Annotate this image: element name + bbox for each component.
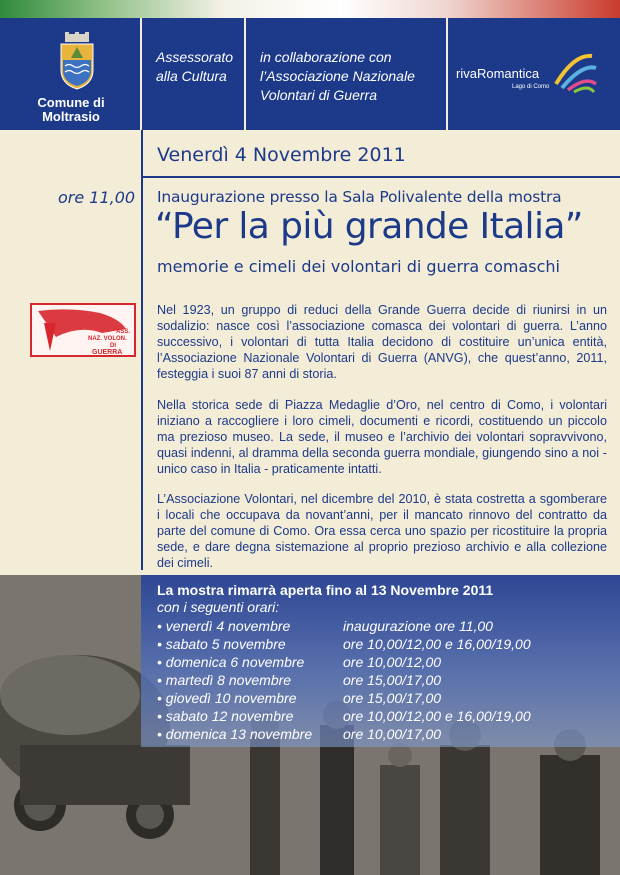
event-date: Venerdì 4 Novembre 2011 [157, 144, 406, 166]
tricolor-band [0, 0, 620, 18]
brand-name: rivaRomantica [456, 66, 540, 81]
schedule-day: • sabato 5 novembre [157, 636, 286, 652]
schedule-row [157, 654, 607, 673]
coat-of-arms-icon [57, 32, 97, 90]
schedule-day: • domenica 13 novembre [157, 726, 313, 742]
schedule-time: ore 10,00/12,00 [343, 654, 442, 670]
exhibition-title: “Per la più grande Italia” [155, 206, 583, 247]
schedule-day: • domenica 6 novembre [157, 654, 305, 670]
header-bar [0, 18, 620, 130]
stamp-line4: GUERRA [92, 349, 123, 356]
event-time: ore 11,00 [58, 188, 136, 207]
schedule-row [157, 708, 607, 727]
stamp-line3: DI [110, 343, 116, 349]
comune-cell [0, 18, 142, 130]
collab-line1: in collaborazione con [260, 49, 392, 65]
collab-line3: Volontari di Guerra [260, 87, 377, 103]
exhibition-subtitle: memorie e cimeli dei volontari di guerra comaschi [157, 257, 560, 276]
schedule-row [157, 690, 607, 709]
schedule-time: ore 10,00/17,00 [343, 726, 442, 742]
paragraph-eviction: L’Associazione Volontari, nel dicembre del 2010, è stata costretta a sgomberare i locali che occupava da novant’anni, per il mancato rinnovo del contratto da parte del comune di Como. Ora essa cerca uno spazio per ricostituire la propria sede, e dare degna sistemazione al proprio prezioso archivio e alla collezione dei cimeli. [157, 492, 607, 570]
schedule-title: La mostra rimarrà aperta fino al 13 Novembre 2011 [157, 582, 494, 598]
stamp-line2: NAZ. VOLON. [88, 336, 127, 342]
schedule-day: • venerdì 4 novembre [157, 618, 291, 634]
inauguration-line: Inaugurazione presso la Sala Polivalente della mostra [157, 188, 562, 206]
comune-line2: Moltrasio [42, 109, 100, 124]
collaboration-cell [246, 18, 448, 130]
date-rule [143, 176, 620, 178]
paragraph-history: Nel 1923, un gruppo di reduci della Grande Guerra decide di riunirsi in un sodalizio: nasce così l’associazione comasca dei volontari di guerra. L’anno successivo, i volontari di tutta Italia decidono di costituire un’unica entità, l’Associazione Nazionale Volontari di Guerra (ANVG), che quest’anno, 2011, festeggia i suoi 87 anni di storia. [157, 303, 607, 381]
schedule-day: • martedì 8 novembre [157, 672, 292, 688]
schedule-subtitle: con i seguenti orari: [157, 599, 280, 615]
schedule-time: inaugurazione ore 11,00 [343, 618, 493, 634]
schedule-time: ore 15,00/17,00 [343, 690, 442, 706]
assessorato-line2: alla Cultura [156, 68, 227, 84]
schedule-row [157, 618, 607, 637]
riva-romantica-logo [456, 44, 616, 104]
schedule-row [157, 672, 607, 691]
comune-label [0, 96, 142, 124]
schedule-time: ore 10,00/12,00 e 16,00/19,00 [343, 636, 531, 652]
schedule-day: • sabato 12 novembre [157, 708, 294, 724]
schedule-row [157, 636, 607, 655]
schedule-time: ore 15,00/17,00 [343, 672, 442, 688]
brand-cell [448, 18, 620, 130]
comune-line1: Comune di [37, 95, 105, 110]
schedule-time: ore 10,00/12,00 e 16,00/19,00 [343, 708, 531, 724]
assessorato-cell [142, 18, 246, 130]
left-divider [141, 130, 143, 570]
collab-line2: l’Associazione Nazionale [260, 68, 415, 84]
schedule-day: • giovedì 10 novembre [157, 690, 297, 706]
assessorato-line1: Assessorato [156, 49, 234, 65]
anvg-stamp [30, 303, 136, 357]
brand-sub: Lago di Como [512, 84, 550, 90]
stamp-line1: ASS. [116, 329, 131, 335]
paragraph-museum: Nella storica sede di Piazza Medaglie d’Oro, nel centro di Como, i volontari iniziano a raccogliere i loro cimeli, documenti e ricordi, costituendo un piccolo ma prezioso museo. La sede, il museo e l’archivio dei volontari sopravvivono, quasi indenni, al dramma della seconda guerra mondiale, giungendo sino a noi - unico caso in Italia - praticamente intatti. [157, 398, 607, 476]
schedule-row [157, 726, 607, 745]
